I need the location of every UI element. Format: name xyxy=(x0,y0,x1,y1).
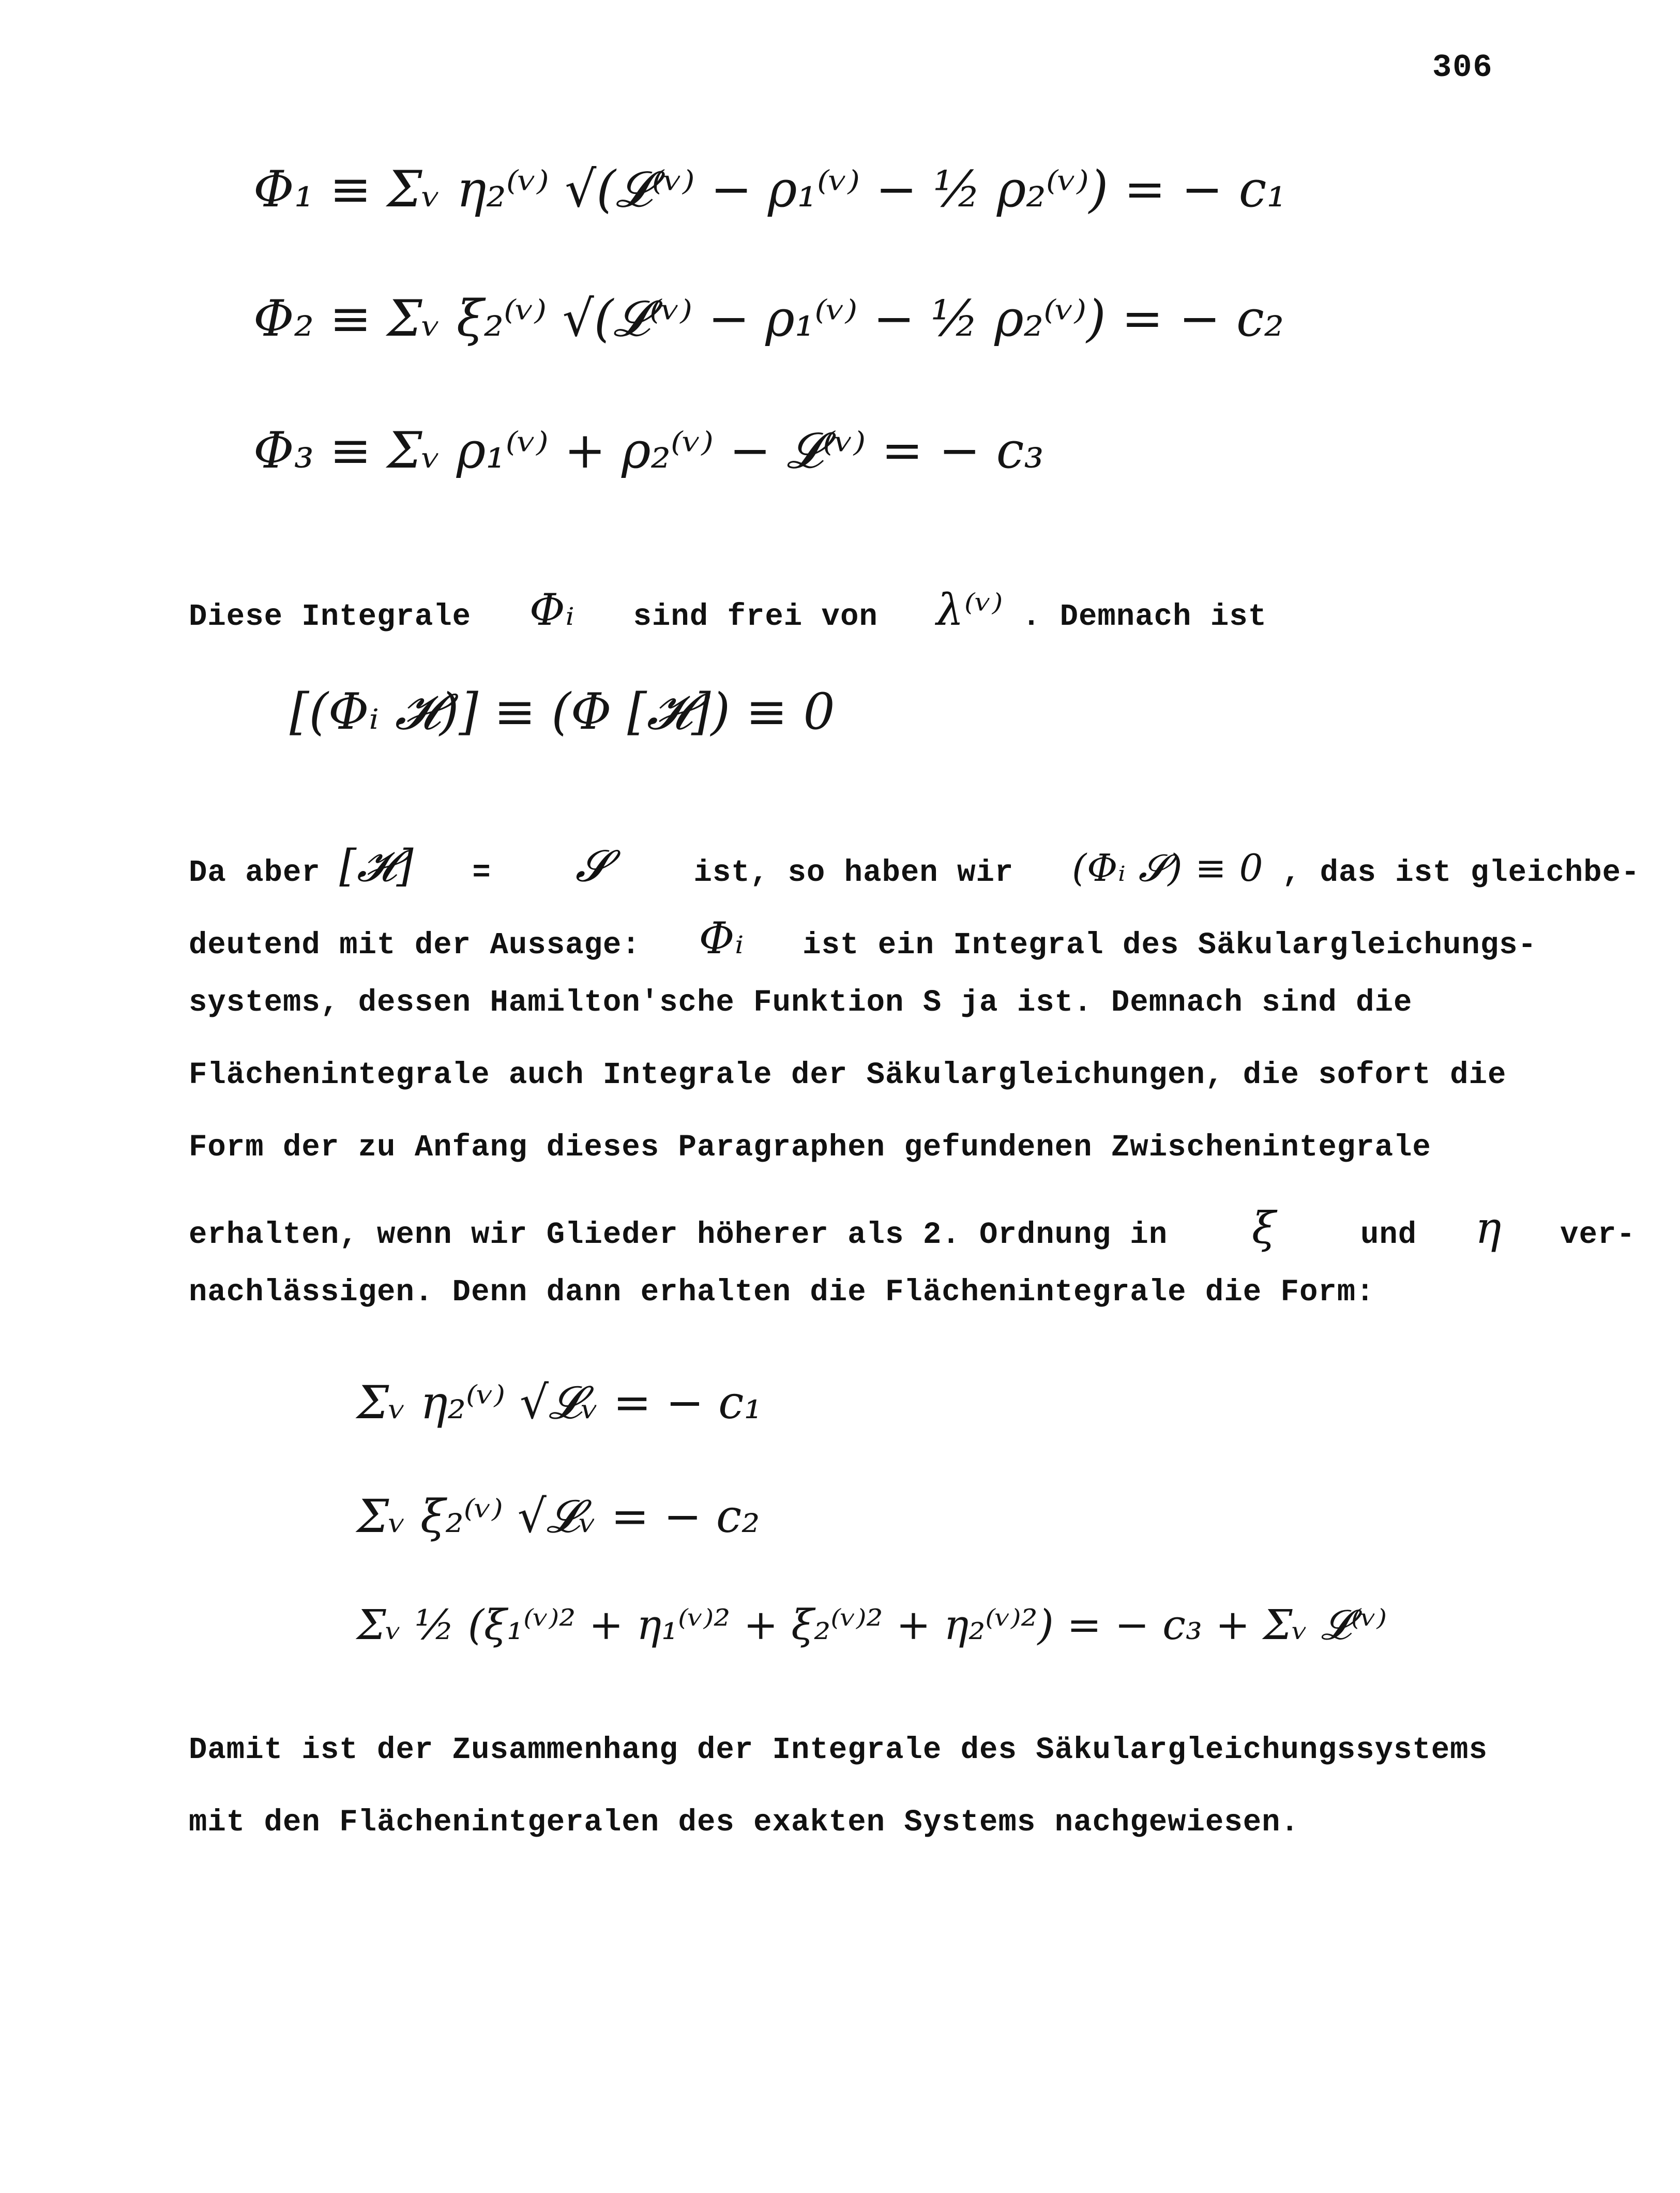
paragraph-line-7: nachlässigen. Denn dann erhalten die Flächenintegrale die Form: xyxy=(189,1275,1375,1310)
equation-sum-2: Σᵥ ξ₂⁽ᵛ⁾ √𝓛ᵥ = − c₂ xyxy=(357,1490,760,1543)
page-number: 306 xyxy=(1432,49,1493,86)
text-segment: . Demnach ist xyxy=(1022,599,1267,634)
text-segment: Diese Integrale xyxy=(189,599,472,634)
text-segment: deutend mit der Aussage: xyxy=(189,928,641,963)
equals-sign: = xyxy=(472,855,491,890)
equation-sum-3: Σᵥ ½ (ξ₁⁽ᵛ⁾² + η₁⁽ᵛ⁾² + ξ₂⁽ᵛ⁾² + η₂⁽ᵛ⁾²) = − c₃ + Σᵥ 𝓛⁽ᵛ⁾ xyxy=(357,1601,1387,1649)
s-symbol: 𝓢 xyxy=(575,840,610,891)
phi-i-symbol: Φᵢ xyxy=(529,584,575,635)
paragraph-line-5: Form der zu Anfang dieses Paragraphen gefundenen Zwischenintegrale xyxy=(189,1130,1431,1165)
equation-phi-2: Φ₂ ≡ Σᵥ ξ₂⁽ᵛ⁾ √(𝓛⁽ᵛ⁾ − ρ₁⁽ᵛ⁾ − ½ ρ₂⁽ᵛ⁾) = − c₂ xyxy=(253,290,1284,348)
phi-i-symbol: Φᵢ xyxy=(699,913,745,964)
xi-symbol: ξ xyxy=(1251,1203,1277,1253)
text-line-integrale xyxy=(189,584,1267,635)
closing-line-1: Damit ist der Zusammenhang der Integrale des Säkulargleichungssystems xyxy=(189,1733,1488,1767)
phi-s-bracket-symbol: (Φᵢ 𝓢) ≡ 0 xyxy=(1072,846,1264,890)
text-segment: , das ist gleichbe- xyxy=(1282,855,1640,890)
paragraph-line-2 xyxy=(189,913,1537,964)
equation-phi-1: Φ₁ ≡ Σᵥ η₂⁽ᵛ⁾ √(𝓛⁽ᵛ⁾ − ρ₁⁽ᵛ⁾ − ½ ρ₂⁽ᵛ⁾) = − c₁ xyxy=(253,160,1287,218)
closing-line-2: mit den Flächenintgeralen des exakten Systems nachgewiesen. xyxy=(189,1805,1299,1840)
equation-phi-3: Φ₃ ≡ Σᵥ ρ₁⁽ᵛ⁾ + ρ₂⁽ᵛ⁾ − 𝓛⁽ᵛ⁾ = − c₃ xyxy=(253,422,1044,479)
bracket-equation: [(Φᵢ 𝓗)] ≡ (Φ [𝓗]) ≡ 0 xyxy=(290,683,835,741)
text-segment: und xyxy=(1360,1218,1417,1252)
paragraph-line-6 xyxy=(189,1203,1636,1253)
text-segment: Da aber xyxy=(189,855,321,890)
paragraph-line-3: systems, dessen Hamilton'sche Funktion S ja ist. Demnach sind die xyxy=(189,985,1413,1020)
text-segment: erhalten, wenn wir Glieder höherer als 2. Ordnung in xyxy=(189,1218,1168,1252)
hamiltonian-bracket-symbol: [𝓗] xyxy=(339,840,414,891)
lambda-symbol: λ⁽ᵛ⁾ xyxy=(936,584,1004,635)
eta-symbol: η xyxy=(1475,1203,1502,1253)
text-segment: sind frei von xyxy=(633,599,878,634)
text-segment: ist, so haben wir xyxy=(693,855,1014,890)
paragraph-line-1 xyxy=(189,840,1640,892)
paragraph-line-4: Flächenintegrale auch Integrale der Säkulargleichungen, die sofort die xyxy=(189,1058,1507,1092)
equation-sum-1: Σᵥ η₂⁽ᵛ⁾ √𝓛ᵥ = − c₁ xyxy=(357,1376,762,1429)
text-segment: ver- xyxy=(1560,1218,1636,1252)
text-segment: ist ein Integral des Säkulargleichungs- xyxy=(803,928,1537,963)
